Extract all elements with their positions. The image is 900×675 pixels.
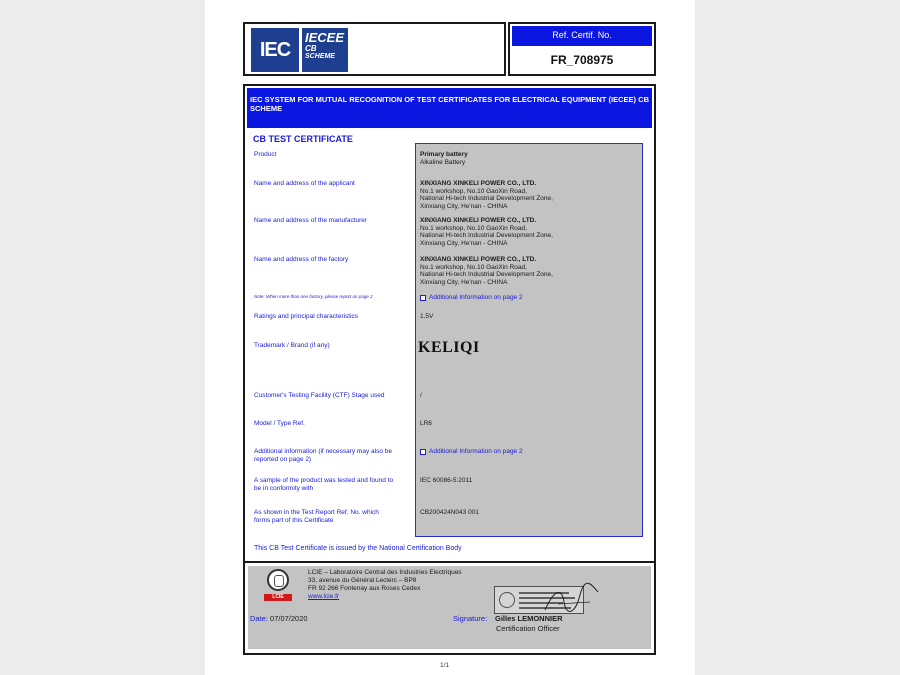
model-value: LR6 — [420, 420, 432, 427]
ref-label: Ref. Certif. No. — [512, 26, 652, 46]
conformity-value: IEC 60086-5:2011 — [420, 477, 473, 484]
ratings-value: 1.5V — [420, 313, 434, 320]
report-label — [254, 509, 379, 525]
page-number: 1/1 — [440, 662, 450, 669]
factory-additional-label: Additional Information on page 2 — [429, 294, 523, 301]
signatory-title: Certification Officer — [496, 624, 560, 633]
ctf-value: / — [420, 392, 422, 399]
product-type: Primary battery — [420, 151, 468, 158]
scheme-banner: IEC SYSTEM FOR MUTUAL RECOGNITION OF TEST CERTIFICATES FOR ELECTRICAL EQUIPMENT (IECEE) CB SCHEME — [247, 88, 652, 128]
trademark-label: Trademark / Brand (if any) — [254, 342, 330, 349]
iec-logo-text: IEC — [259, 38, 291, 61]
signature-label: Signature: — [453, 614, 488, 623]
applicant-address-2: National Hi-tech Industrial Development Zone, — [420, 195, 553, 202]
applicant-value — [420, 180, 553, 210]
factory-name: XINXIANG XINKELI POWER CO., LTD. — [420, 256, 537, 263]
ctf-label: Customer's Testing Facility (CTF) Stage used — [254, 392, 385, 399]
stamp-emblem-icon — [499, 592, 515, 608]
ref-value: FR_708975 — [550, 53, 614, 67]
lcie-address-1: LCIE – Laboratoire Central des Industries Electriques — [308, 569, 462, 576]
factory-address-2: National Hi-tech Industrial Development Zone, — [420, 271, 553, 278]
checkbox-icon[interactable] — [420, 295, 426, 301]
banner-frame — [243, 84, 656, 132]
report-label-1: As shown in the Test Report Ref. No. which — [254, 509, 379, 516]
report-value: CB200424N043 001 — [420, 509, 479, 516]
logo-box — [243, 22, 506, 76]
lcie-logo-text: LCIE — [264, 594, 292, 601]
iecee-logo-sub2: SCHEME — [305, 53, 335, 60]
product-value — [420, 151, 468, 166]
applicant-address-1: No.1 workshop, No.10 GaoXin Road, — [420, 187, 527, 195]
iecee-logo-sub1: CB — [305, 44, 317, 53]
additional-label-2: reported on page 2) — [254, 456, 312, 463]
manufacturer-value — [420, 217, 553, 247]
iec-logo — [251, 28, 299, 72]
manufacturer-address-1: No.1 workshop, No.10 GaoXin Road, — [420, 224, 527, 232]
factory-note: Note: When more than one factory, please report on page 2 — [254, 294, 373, 299]
signatory-name: Gilles LEMONNIER — [495, 614, 563, 623]
factory-address-3: Xinxiang City, He'nan - CHINA — [420, 278, 508, 286]
product-label: Product — [254, 151, 277, 158]
factory-value — [420, 256, 553, 286]
applicant-label: Name and address of the applicant — [254, 180, 355, 187]
lcie-website-link[interactable]: www.lcie.fr — [308, 593, 340, 600]
manufacturer-address-3: Xinxiang City, He'nan - CHINA — [420, 239, 508, 247]
lcie-emblem-icon — [267, 569, 289, 591]
checkbox-icon[interactable] — [420, 449, 426, 455]
product-subtype: Alkaline Battery — [420, 158, 466, 166]
applicant-address-3: Xinxiang City, He'nan - CHINA — [420, 202, 508, 210]
ratings-label: Ratings and principal characteristics — [254, 313, 359, 320]
factory-additional-checkbox[interactable] — [420, 294, 523, 301]
iecee-logo-text: IECEE — [305, 30, 345, 45]
date-label: Date: — [250, 614, 268, 623]
conformity-label — [254, 477, 393, 493]
lcie-address-2: 33, avenue du Général Leclerc – BP8 — [308, 577, 417, 584]
applicant-name: XINXIANG XINKELI POWER CO., LTD. — [420, 180, 537, 187]
manufacturer-label: Name and address of the manufacturer — [254, 217, 368, 224]
issued-by-text: This CB Test Certificate is issued by the National Certification Body — [254, 545, 462, 552]
additional-checkbox[interactable] — [420, 448, 523, 455]
iecee-logo — [302, 28, 348, 72]
lcie-address-3: FR 92 266 Fontenay aux Roses Cedex — [308, 585, 421, 592]
ref-box — [508, 22, 656, 76]
conformity-label-2: be in conformity with — [254, 485, 314, 492]
certificate-title: CB TEST CERTIFICATE — [253, 134, 353, 144]
additional-label-1: Additional information (if necessary may also be — [254, 448, 393, 455]
manufacturer-address-2: National Hi-tech Industrial Development Zone, — [420, 232, 553, 239]
issue-date — [250, 614, 308, 623]
date-value: 07/07/2020 — [270, 614, 308, 623]
factory-label: Name and address of the factory — [254, 256, 349, 263]
lcie-logo — [264, 569, 292, 605]
factory-address-1: No.1 workshop, No.10 GaoXin Road, — [420, 263, 527, 271]
report-label-2: forms part of this Certificate — [254, 517, 334, 524]
additional-label — [254, 448, 392, 464]
additional-checkbox-label: Additional Information on page 2 — [429, 448, 523, 455]
manufacturer-name: XINXIANG XINKELI POWER CO., LTD. — [420, 217, 537, 224]
conformity-label-1: A sample of the product was tested and found to — [254, 477, 394, 484]
brand-logo: KELIQI — [418, 339, 480, 356]
model-label: Model / Type Ref. — [254, 420, 305, 427]
